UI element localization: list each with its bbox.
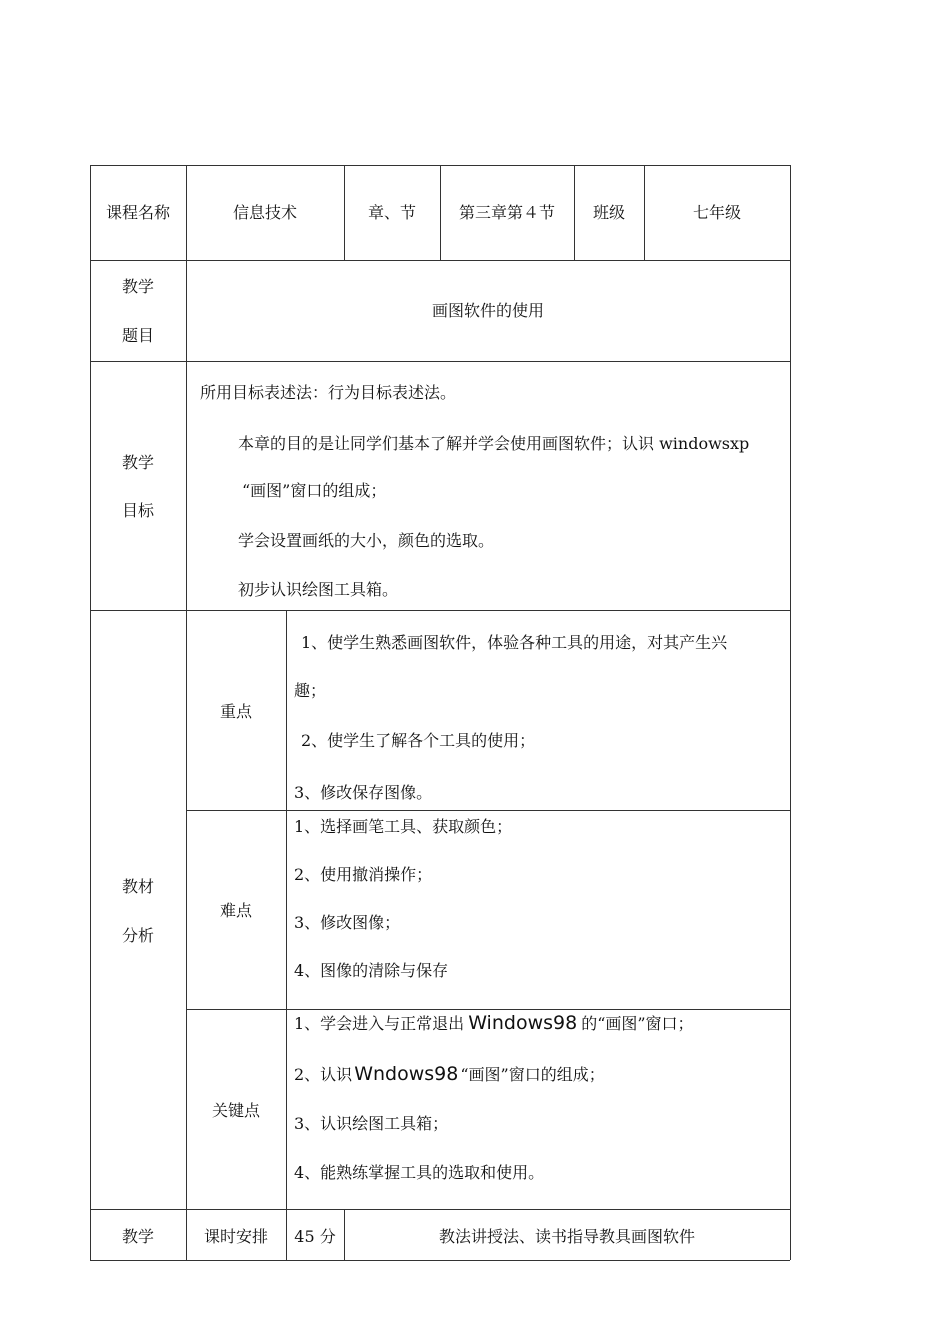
difficulties-line: 1、选择画笔工具、获取颜色； [294, 817, 513, 836]
table-border [90, 1209, 790, 1210]
critical-points-text: “画图”窗口的组成； [460, 1065, 605, 1084]
goals-label: 目标 [121, 501, 154, 520]
goals-line: 本章的目的是让同学们基本了解并学会使用画图软件；认识 windowsxp [238, 434, 750, 453]
table-border [286, 610, 287, 1260]
critical-points-label: 关键点 [211, 1101, 260, 1120]
difficulties-line: 2、使用撤消操作； [294, 865, 433, 884]
topic-value: 画图软件的使用 [431, 301, 544, 320]
critical-points-text: 2、认识 [294, 1065, 353, 1084]
critical-points-line: 4、能熟练掌握工具的选取和使用。 [294, 1163, 545, 1182]
critical-points-line [294, 1013, 694, 1034]
table-border [90, 1260, 790, 1261]
key-points-label: 重点 [219, 702, 252, 721]
key-points-line: 趣； [294, 681, 327, 700]
analysis-label: 教材 [121, 877, 154, 896]
key-points-line: 2、使学生了解各个工具的使用； [301, 731, 536, 750]
analysis-label: 分析 [121, 926, 154, 945]
table-border [90, 361, 790, 362]
course-name-value: 信息技术 [232, 203, 297, 222]
critical-points-os-name: Wndows98 [354, 1063, 459, 1085]
table-border [186, 1009, 790, 1010]
key-points-line: 1、使学生熟悉画图软件，体验各种工具的用途，对其产生兴 [301, 633, 728, 652]
schedule-value: 45 分 [294, 1227, 336, 1246]
difficulties-label: 难点 [219, 901, 252, 920]
goals-line: “画图”窗口的组成； [242, 481, 387, 500]
critical-points-text: 1、学会进入与正常退出 [294, 1014, 465, 1033]
goals-line: 学会设置画纸的大小，颜色的选取。 [238, 531, 495, 550]
difficulties-line: 4、图像的清除与保存 [294, 961, 449, 980]
critical-points-text: 的“画图”窗口； [581, 1014, 694, 1033]
teaching-methods: 教法讲授法、读书指导教具画图软件 [438, 1227, 695, 1246]
table-border [90, 610, 790, 611]
key-points-line: 3、修改保存图像。 [294, 783, 433, 802]
chapter-value: 第三章第４节 [458, 203, 555, 222]
topic-label: 教学 [121, 277, 154, 296]
critical-points-os-name: Windows98 [468, 1012, 578, 1034]
chapter-label: 章、节 [367, 203, 416, 222]
course-name-label: 课程名称 [105, 203, 170, 222]
topic-label: 题目 [121, 326, 154, 345]
class-value: 七年级 [692, 203, 741, 222]
critical-points-line: 3、认识绘图工具箱； [294, 1114, 449, 1133]
goals-label: 教学 [121, 453, 154, 472]
table-border [790, 165, 791, 1260]
difficulties-line: 3、修改图像； [294, 913, 401, 932]
teaching-label: 教学 [121, 1227, 154, 1246]
goals-line: 所用目标表述法：行为目标表述法。 [200, 383, 457, 402]
goals-line: 初步认识绘图工具箱。 [238, 580, 399, 599]
table-border [186, 810, 790, 811]
schedule-label: 课时安排 [203, 1227, 268, 1246]
critical-points-line [294, 1064, 605, 1085]
table-border [90, 260, 790, 261]
class-label: 班级 [592, 203, 625, 222]
